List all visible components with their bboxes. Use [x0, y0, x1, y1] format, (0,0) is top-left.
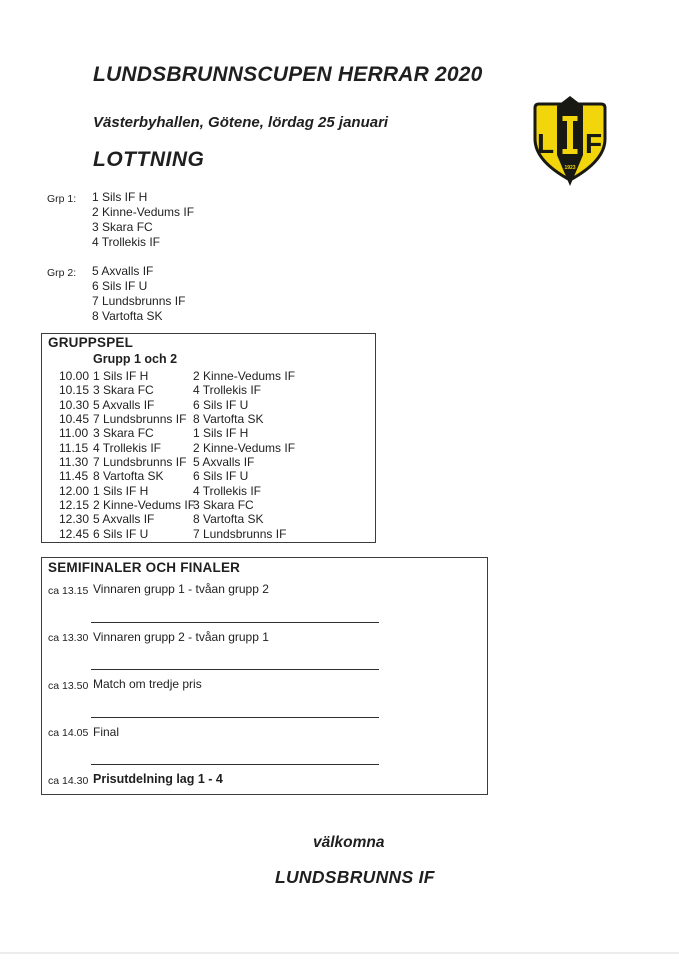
match-home-team: 7 Lundsbrunns IF [93, 412, 187, 427]
group-label: Grp 2: [47, 267, 77, 279]
finals-time: ca 13.30 [48, 632, 89, 644]
match-away-team: 8 Vartofta SK [193, 412, 264, 427]
match-time: 12.00 [59, 483, 90, 498]
finals-row [42, 677, 487, 692]
finals-heading: SEMIFINALER OCH FINALER [48, 560, 241, 575]
group-stage-box [41, 333, 376, 543]
match-row [42, 441, 375, 455]
finals-time: ca 14.30 [48, 774, 89, 787]
team-entry: 8 Vartofta SK [92, 309, 163, 324]
match-row [42, 383, 375, 397]
match-time: 11.00 [59, 426, 89, 441]
match-home-team: 7 Lundsbrunns IF [93, 455, 187, 470]
match-time: 12.15 [59, 498, 90, 513]
result-write-in-line [91, 622, 379, 623]
match-away-team: 2 Kinne-Vedums IF [193, 440, 296, 455]
result-write-in-line [91, 669, 379, 670]
match-time: 10.15 [59, 383, 90, 398]
finals-label: Match om tredje pris [93, 677, 202, 691]
crest-letter-l: L [536, 128, 555, 159]
finals-row [42, 630, 487, 645]
team-entry: 6 Sils IF U [92, 279, 148, 294]
match-row [42, 498, 375, 512]
match-away-team: 2 Kinne-Vedums IF [193, 369, 296, 383]
venue-date-line: Västerbyhallen, Götene, lördag 25 januari [93, 114, 389, 131]
finals-label: Vinnaren grupp 2 - tvåan grupp 1 [93, 629, 269, 644]
match-row [42, 512, 375, 526]
match-away-team: 7 Lundsbrunns IF [193, 526, 287, 541]
result-write-in-line [91, 764, 379, 765]
match-away-team: 4 Trollekis IF [193, 483, 262, 498]
match-home-team: 3 Skara FC [93, 426, 154, 441]
match-home-team: 5 Axvalls IF [93, 512, 155, 527]
finals-row [42, 582, 487, 597]
match-home-team: 8 Vartofta SK [93, 469, 164, 484]
match-away-team: 8 Vartofta SK [193, 512, 264, 527]
match-away-team: 5 Axvalls IF [193, 455, 255, 470]
finals-label: Prisutdelning lag 1 - 4 [93, 772, 223, 786]
match-time: 11.45 [59, 469, 89, 484]
match-away-team: 4 Trollekis IF [193, 383, 262, 398]
club-crest-icon [526, 95, 614, 187]
match-row [42, 455, 375, 469]
finals-time: ca 13.15 [48, 584, 89, 597]
match-time: 12.45 [59, 526, 90, 541]
result-write-in-line [91, 717, 379, 718]
match-time: 10.00 [59, 369, 90, 383]
match-home-team: 5 Axvalls IF [93, 397, 155, 412]
team-entry: 1 Sils IF H [92, 190, 148, 204]
match-row [42, 484, 375, 498]
match-schedule [42, 369, 375, 541]
scan-edge-line [0, 952, 679, 954]
team-entry: 3 Skara FC [92, 220, 153, 235]
match-home-team: 1 Sils IF H [93, 369, 149, 383]
finals-row [42, 725, 487, 740]
match-home-team: 3 Skara FC [93, 383, 154, 398]
match-time: 11.30 [59, 455, 89, 470]
finals-label: Vinnaren grupp 1 - tvåan grupp 2 [93, 582, 269, 596]
match-time: 10.30 [59, 397, 90, 412]
finals-row [42, 772, 487, 787]
match-time: 11.15 [59, 440, 89, 455]
group-stage-subheading: Grupp 1 och 2 [93, 352, 178, 366]
page-title: LUNDSBRUNNSCUPEN HERRAR 2020 [93, 63, 483, 86]
match-away-team: 1 Sils IF H [193, 426, 249, 441]
match-row [42, 398, 375, 412]
group-stage-heading: GRUPPSPEL [48, 335, 134, 350]
team-entry: 5 Axvalls IF [92, 264, 154, 278]
group-team-list [92, 264, 185, 324]
group-label: Grp 1: [47, 193, 77, 205]
group-team-list [92, 190, 194, 250]
team-entry: 4 Trollekis IF [92, 235, 161, 250]
draw-heading: LOTTNING [93, 148, 205, 171]
match-row [42, 527, 375, 541]
match-away-team: 6 Sils IF U [193, 397, 249, 412]
finals-time: ca 13.50 [48, 679, 89, 692]
finals-label: Final [93, 724, 120, 739]
team-entry: 2 Kinne-Vedums IF [92, 205, 195, 220]
match-away-team: 3 Skara FC [193, 498, 254, 513]
match-row [42, 426, 375, 440]
match-home-team: 6 Sils IF U [93, 526, 149, 541]
match-row [42, 412, 375, 426]
closing-club-name: LUNDSBRUNNS IF [275, 867, 435, 887]
match-row [42, 369, 375, 383]
finals-box [41, 557, 488, 795]
match-home-team: 2 Kinne-Vedums IF [93, 498, 196, 513]
finals-schedule [42, 582, 487, 787]
match-row [42, 469, 375, 483]
finals-time: ca 14.05 [48, 727, 89, 739]
crest-letter-f: F [584, 128, 603, 159]
crest-year: 1923 [564, 165, 576, 171]
team-entry: 7 Lundsbrunns IF [92, 294, 186, 309]
match-home-team: 1 Sils IF H [93, 483, 149, 498]
closing-welcome-text: välkomna [313, 834, 385, 851]
match-time: 10.45 [59, 412, 90, 427]
match-home-team: 4 Trollekis IF [93, 440, 162, 455]
match-time: 12.30 [59, 512, 90, 527]
match-away-team: 6 Sils IF U [193, 469, 249, 484]
